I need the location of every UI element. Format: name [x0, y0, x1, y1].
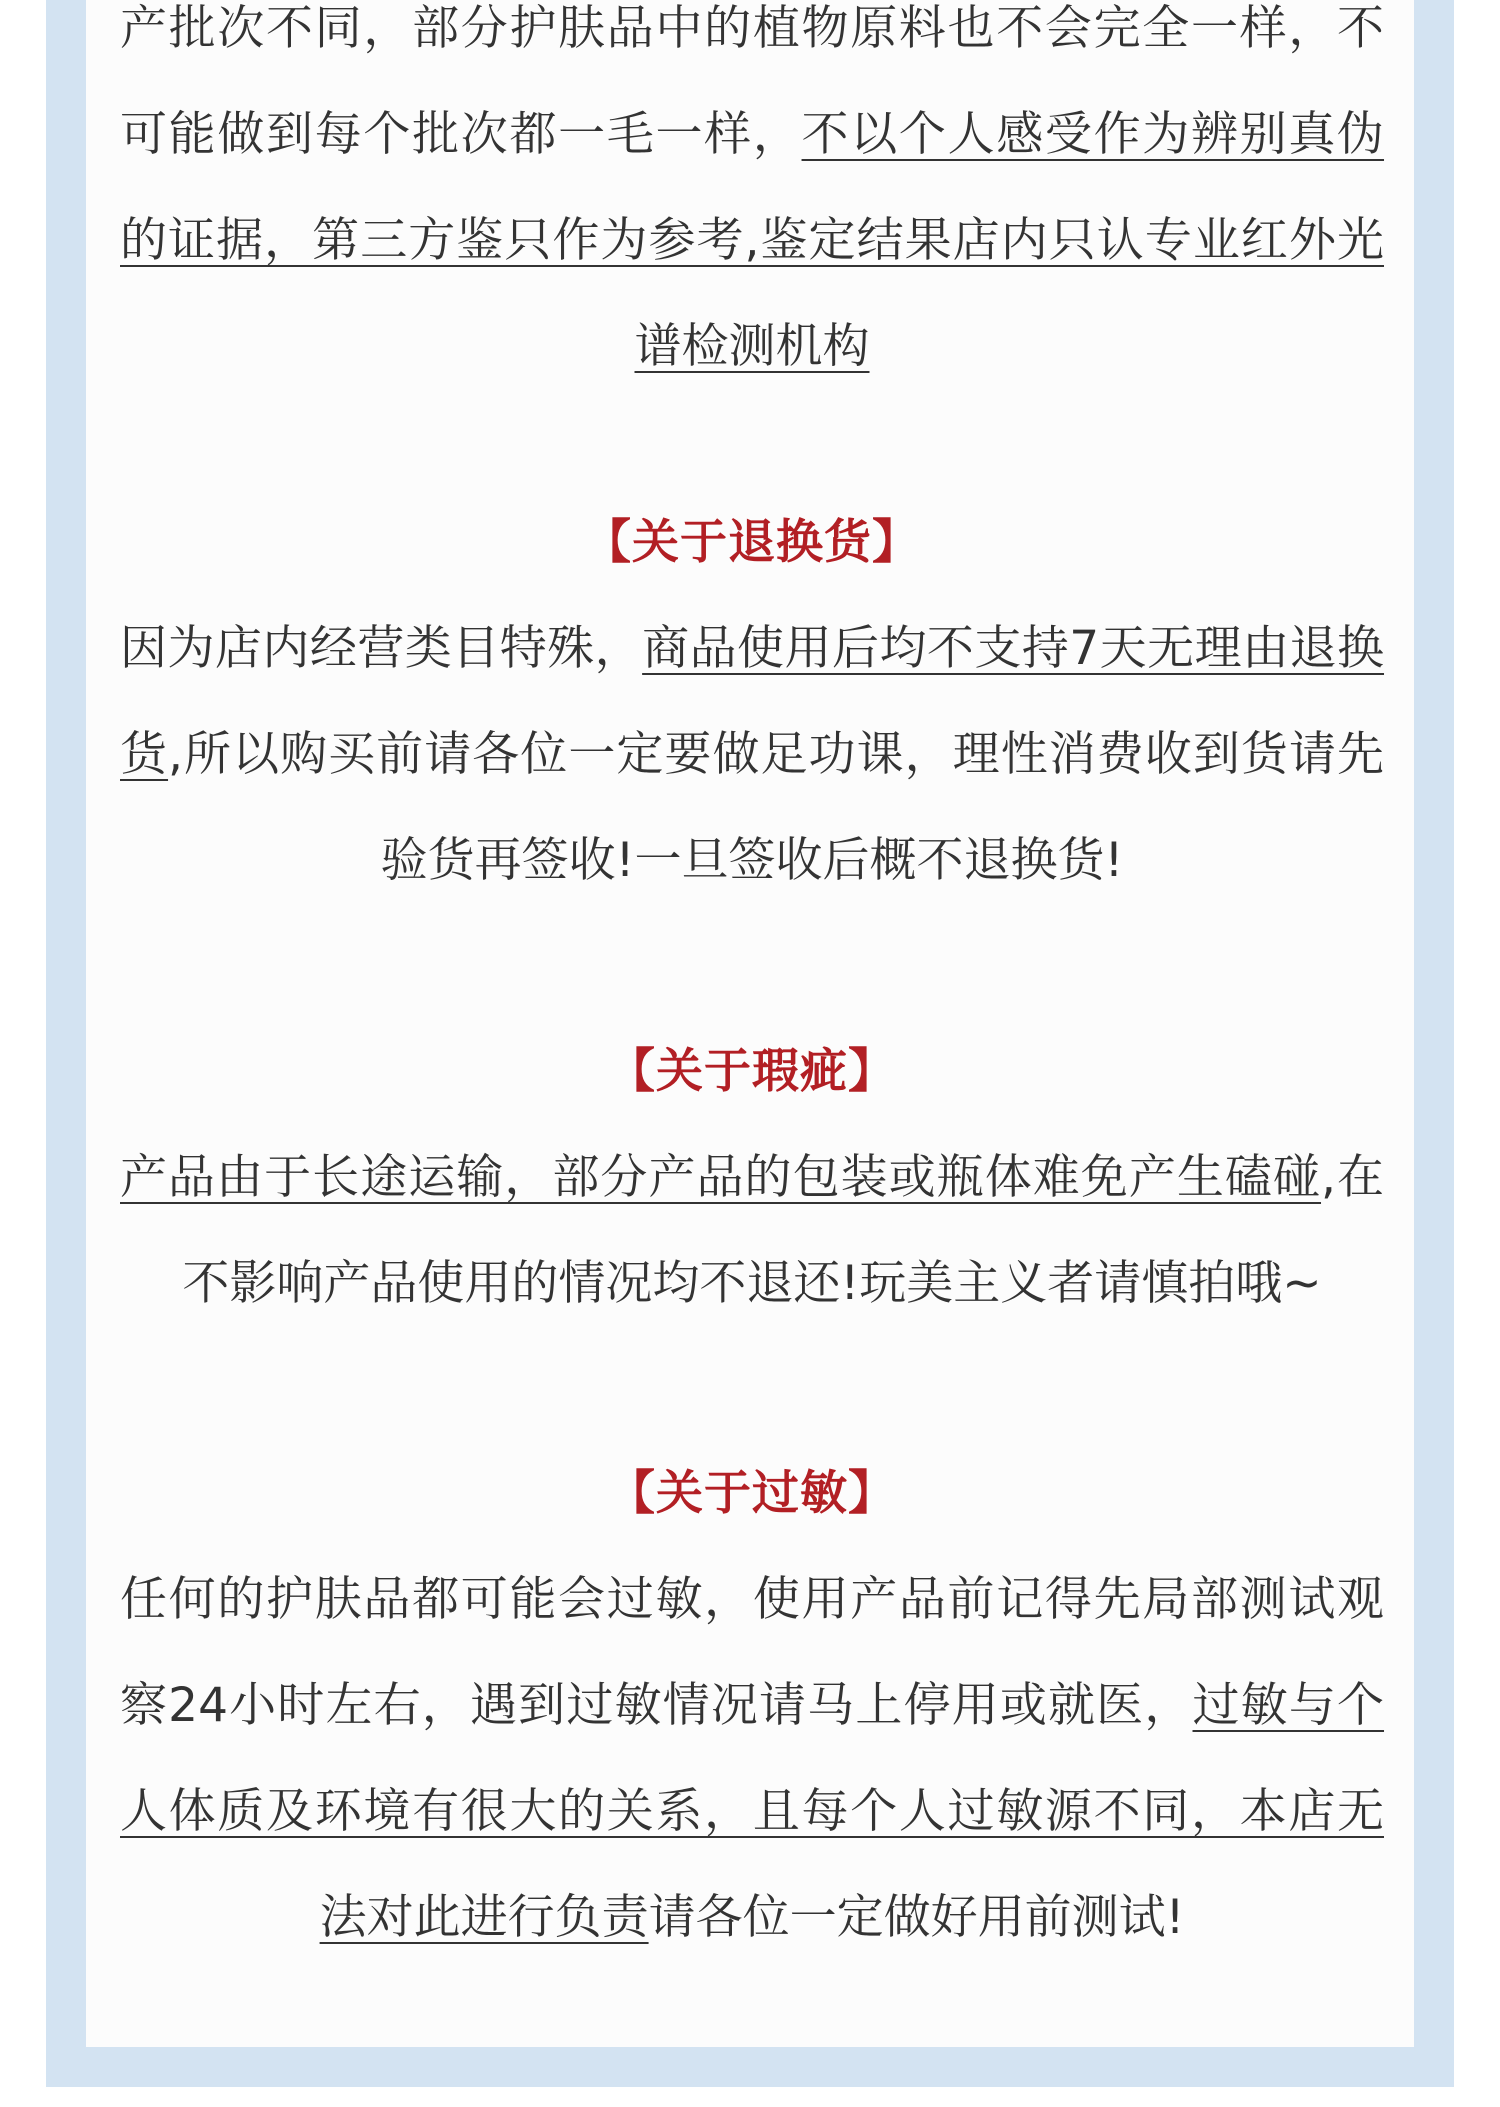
returns-text-2: ,所以购买前请各位一定要做足功课，理性消费收到货请先验货再签收!一旦签收后概不退换货! [168, 727, 1384, 888]
returns-underlined-text: 商品使用后均不支持7天无理由退换货 [120, 621, 1385, 782]
returns-section [120, 490, 1384, 914]
allergy-underlined-text: 过敏与个人体质及环境有很大的关系，且每个人过敏源不同，本店无法对此进行负责 [120, 1678, 1385, 1945]
allergy-paragraph [120, 1547, 1384, 1971]
allergy-text-1: 任何的护肤品都可能会过敏，使用产品前记得先局部测试观察24小时左右，遇到过敏情况请马上停用或就医， [120, 1572, 1384, 1733]
flaws-section [120, 1019, 1384, 1337]
flaws-text: ,在不影响产品使用的情况均不退还!玩美主义者请慎拍哦~ [182, 1150, 1384, 1311]
allergy-section [120, 1441, 1384, 1971]
intro-paragraph [120, 0, 1384, 400]
intro-section [120, 0, 1384, 400]
returns-text-1: 因为店内经营类目特殊， [120, 621, 643, 676]
allergy-text-2: 请各位一定做好用前测试! [648, 1890, 1185, 1945]
returns-paragraph [120, 596, 1384, 914]
intro-text: 产批次不同，部分护肤品中的植物原料也不会完全一样，不可能做到每个批次都一毛一样， [120, 1, 1384, 162]
flaws-heading: 【关于瑕疵】 [608, 1044, 896, 1099]
allergy-heading: 【关于过敏】 [608, 1466, 896, 1521]
intro-underlined-text: 不以个人感受作为辨别真伪的证据，第三方鉴只作为参考,鉴定结果店内只认专业红外光谱检测机构 [120, 107, 1385, 374]
flaws-paragraph [120, 1125, 1384, 1337]
flaws-underlined-text: 产品由于长途运输，部分产品的包装或瓶体难免产生磕碰 [120, 1150, 1322, 1205]
returns-heading: 【关于退换货】 [584, 515, 920, 570]
